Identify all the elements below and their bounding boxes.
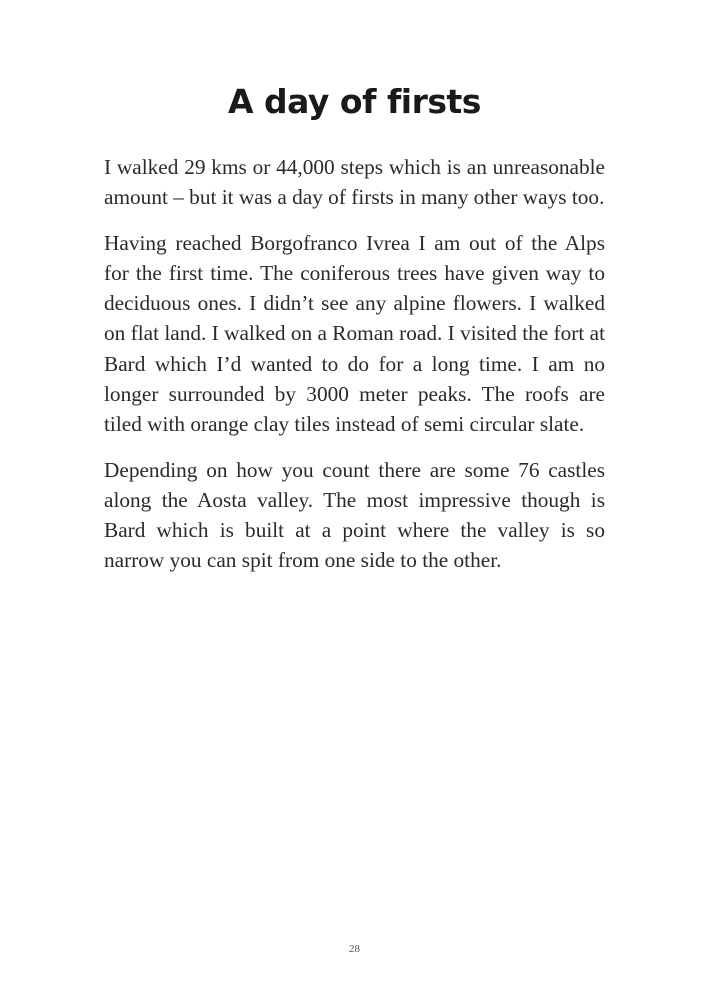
paragraph-3: Depending on how you count there are some 76 castles along the Aosta valley. The most impressive though is Bard which is built at a point where the valley is so narrow you can spit from one side to the other. [104,457,605,573]
page-title: A day of firsts [228,82,481,121]
paragraph-2: Having reached Borgofranco Ivrea I am out of the Alps for the first time. The coniferous trees have given way to deciduous ones. I didn’t see any alpine flowers. I walked on flat land. I walked on a Roman road. I visited the fort at Bard which I’d wanted to do for a long time. I am no longer surrounded by 3000 meter peaks. The roofs are tiled with orange clay tiles instead of semi circular slate. [104,231,605,436]
page-number: 28 [349,943,360,955]
body-text [104,152,605,591]
paragraph-1: I walked 29 kms or 44,000 steps which is an unreasonable amount – but it was a day of firsts in many other ways too. [104,155,605,210]
